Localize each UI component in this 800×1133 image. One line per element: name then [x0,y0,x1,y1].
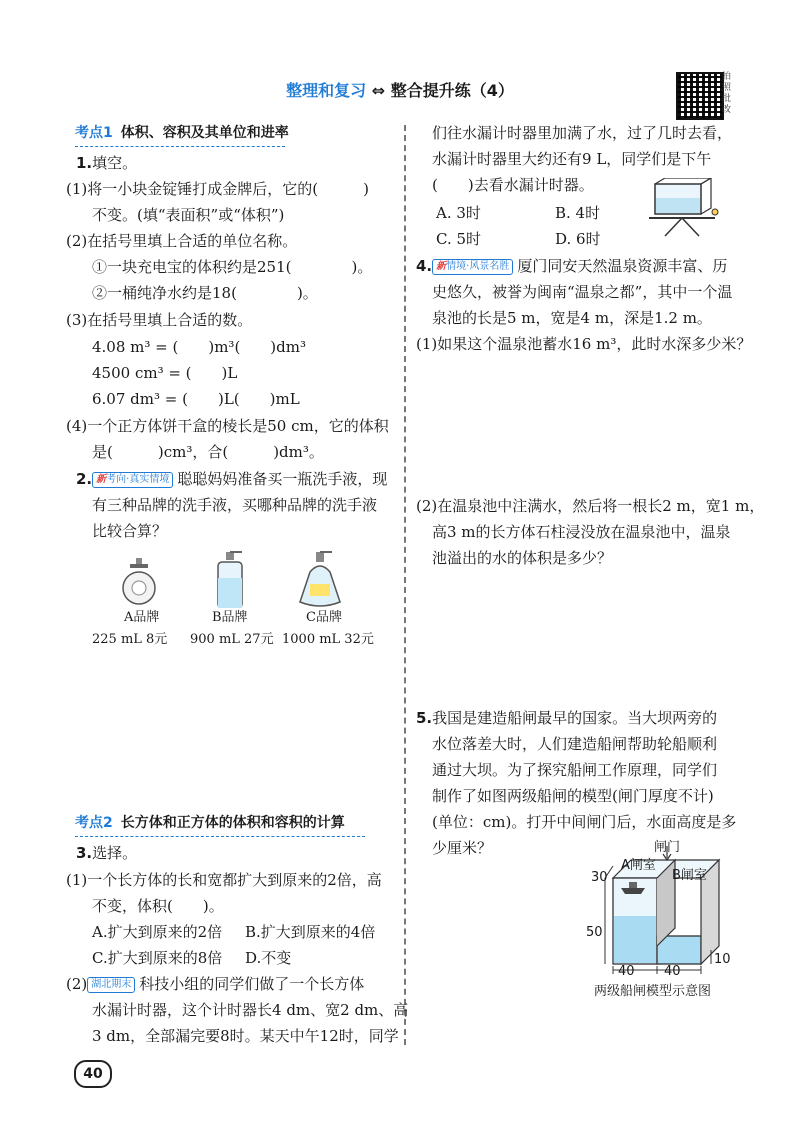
q3-part1-line2: 不变，体积( )。 [92,897,224,915]
q1-part3-l1: 4.08 m³ = ( )m³( )dm³ [92,338,306,356]
section-heading-1 [75,123,289,143]
brand-a-name: A品牌 [124,610,160,625]
question-5-line6: 少厘米？ [432,839,493,857]
question-5-line3: 通过大坝。为了探究船闸工作原理，同学们 [432,761,718,779]
q3-option-c: C.扩大到原来的8倍 [92,949,223,967]
bottle-illustrations [110,548,380,608]
bottle-b-icon [218,552,242,608]
q3-2-option-c: C. 5时 [436,230,482,248]
q3-2-option-b: B. 4时 [555,204,601,222]
question-2-line2: 有三种品牌的洗手液，买哪种品牌的洗手液 [92,496,378,514]
q1-part4-line2: 是( )cm³，合( )dm³。 [92,443,324,461]
q1-part3: (3)在括号里填上合适的数。 [66,311,253,329]
q3-cont-line3: ( )去看水漏计时器。 [432,176,594,194]
ship-lock-diagram [575,838,745,998]
question-tag: 湖北期末 [87,977,135,993]
section-number: 考点1 [75,125,113,141]
brand-c-info: 1000 mL 32元 [282,632,374,647]
q1-part3-l2: 4500 cm³ = ( )L [92,364,238,382]
q4-part2-line1: (2)在温泉池中注满水，然后将一根长2 m，宽1 m， [416,497,765,515]
q3-cont-line1: 们往水漏计时器里加满了水，过了几时去看， [432,124,733,142]
section-underline [75,836,365,837]
question-4-line1: 4. 新情境·风景名胜 厦门同安天然温泉资源丰富、历 [416,257,728,275]
question-1-title: 1.填空。 [76,154,138,172]
section-underline [75,146,285,147]
gate-label: 闸门 [654,840,681,855]
section-number: 考点2 [75,815,113,831]
dim-40-left: 40 [618,964,635,979]
q3-option-a: A.扩大到原来的2倍 [92,923,223,941]
q3-cont-line2: 水漏计时器里大约还有9 L，同学们是下午 [432,150,712,168]
section-title: 长方体和正方体的体积和容积的计算 [120,815,345,831]
bottle-a-icon [123,558,155,604]
dim-10: 10 [714,952,731,967]
q3-part1-line1: (1)一个长方体的长和宽都扩大到原来的2倍，高 [66,871,382,889]
q3-part2-line1: (2) 湖北期末 科技小组的同学们做了一个长方体 [66,975,365,993]
room-b-label: B闸室 [672,868,707,883]
question-5-line5: (单位：cm)。打开中间闸门后，水面高度是多 [432,813,737,831]
q3-2-option-d: D. 6时 [555,230,601,248]
q1-part1-line2: 不变。(填“表面积”或“体积”) [92,206,285,224]
q1-part2-b: ②一桶纯净水约是18( )。 [92,284,318,302]
q3-option-b: B.扩大到原来的4倍 [245,923,376,941]
q3-part2-line3: 3 dm，全部漏完要8时。某天中午12时，同学 [92,1027,399,1045]
brand-b-info: 900 mL 27元 [190,632,274,647]
header-subtitle: 整合提升练（4） [390,81,514,100]
question-5-line4: 制作了如图两级船闸的模型(闸门厚度不计) [432,787,714,805]
dim-40-right: 40 [664,964,681,979]
brand-c-name: C品牌 [306,610,342,625]
brand-b-name: B品牌 [212,610,248,625]
q4-part1: (1)如果这个温泉池蓄水16 m³，此时水深多少米？ [416,335,752,353]
q4-part2-line3: 池溢出的水的体积是多少？ [432,549,613,567]
question-4-line3: 泉池的长是5 m，宽是4 m，深是1.2 m。 [432,309,712,327]
dim-50: 50 [586,925,603,940]
question-5-line1: 5.我国是建造船闸最早的国家。当大坝两旁的 [416,709,718,727]
header-section: 整理和复习 [286,81,367,100]
header-arrow-icon: ⇔ [371,81,386,100]
question-2-line1: 2. 新考向·真实情境 聪聪妈妈准备买一瓶洗手液，现 [76,470,388,488]
column-divider [404,125,406,1045]
question-5-line2: 水位落差大时，人们建造船闸帮助轮船顺利 [432,735,718,753]
water-timer-icon [645,178,725,238]
q1-part3-l3: 6.07 dm³ = ( )L( )mL [92,390,300,408]
question-tag: 新情境·风景名胜 [432,259,513,275]
bottle-c-icon [300,552,340,606]
brand-a-info: 225 mL 8元 [92,632,168,647]
dim-30: 30 [591,870,608,885]
qr-code-icon[interactable] [676,72,724,120]
question-tag: 新考向·真实情境 [92,472,173,488]
q3-2-option-a: A. 3时 [436,204,481,222]
q1-part1-line1: (1)将一小块金锭锤打成金牌后，它的( ) [66,180,369,198]
q3-option-d: D.不变 [245,949,292,967]
page-number: 40 [74,1060,112,1088]
question-4-line2: 史悠久，被誉为闽南“温泉之都”，其中一个温 [432,283,733,301]
question-2-line3: 比较合算？ [92,522,168,540]
qr-label: 拍照批改 [722,72,732,115]
section-title: 体积、容积及其单位和进率 [120,125,289,141]
q1-part2-a: ①一块充电宝的体积约是251( )。 [92,258,373,276]
question-3-title: 3.选择。 [76,844,138,862]
section-heading-2 [75,813,345,833]
q3-part2-line2: 水漏计时器，这个计时器长4 dm、宽2 dm、高 [92,1001,409,1019]
figure-caption: 两级船闸模型示意图 [594,984,712,999]
q1-part2: (2)在括号里填上合适的单位名称。 [66,232,298,250]
room-a-label: A闸室 [621,858,656,873]
q1-part4-line1: (4)一个正方体饼干盒的棱长是50 cm，它的体积 [66,417,389,435]
q4-part2-line2: 高3 m的长方体石柱浸没放在温泉池中，温泉 [432,523,731,541]
